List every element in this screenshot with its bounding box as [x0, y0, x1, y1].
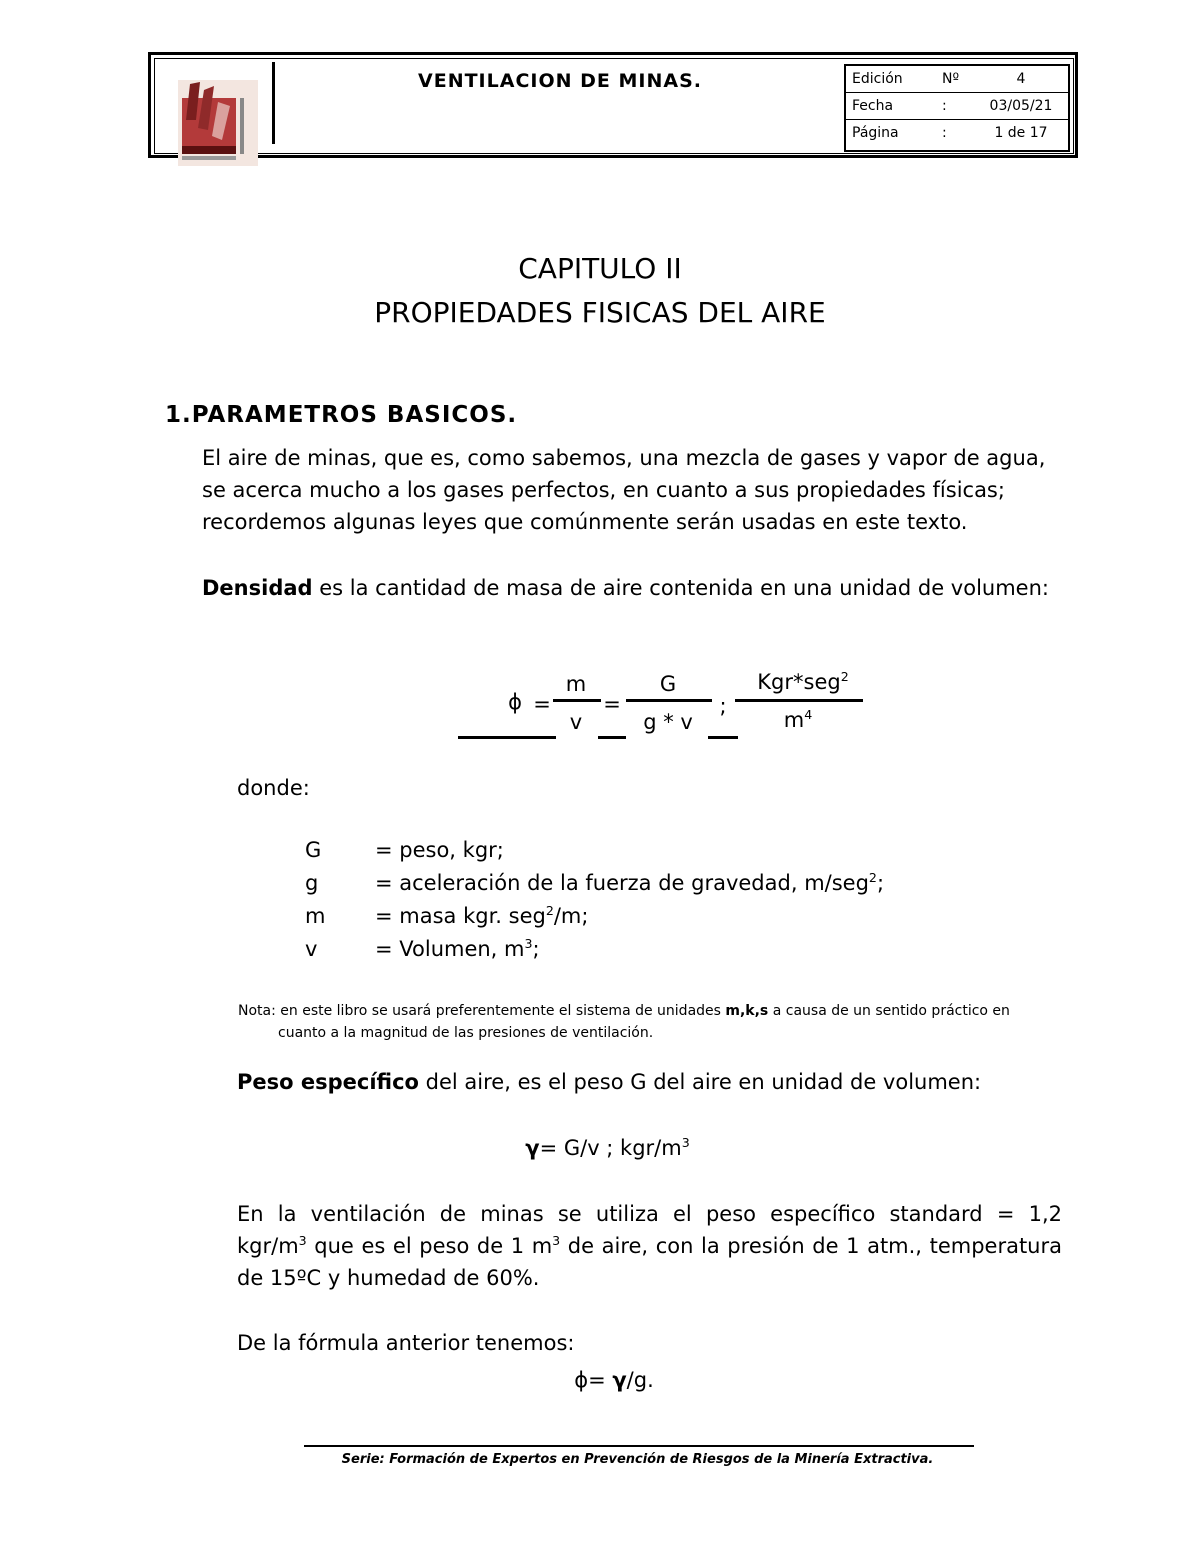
fraction-numerator: G: [659, 672, 677, 696]
formula-intro: De la fórmula anterior tenemos:: [237, 1331, 575, 1355]
definition-symbol: g: [305, 871, 319, 895]
note-line: cuanto a la magnitud de las presiones de ventilación.: [278, 1025, 654, 1041]
chapter-title: PROPIEDADES FISICAS DEL AIRE: [374, 296, 826, 329]
intro-line: recordemos algunas leyes que comúnmente serán usadas en este texto.: [202, 510, 968, 534]
fraction-numerator: m: [565, 672, 587, 696]
definition-row: m = masa kgr. seg$^2$/m;: [305, 903, 589, 928]
formula-equals: =: [533, 692, 551, 716]
formula-underline: [458, 736, 556, 739]
meta-row-page: [846, 120, 1068, 146]
intro-line: se acerca mucho a los gases perfectos, en cuanto a sus propiedades físicas;: [202, 478, 1005, 502]
formula-symbol: ϕ: [508, 690, 522, 714]
meta-value: 03/05/21: [989, 98, 1053, 114]
sernageomin-logo: [178, 80, 258, 166]
meta-label: Fecha: [852, 98, 894, 114]
density-term: Densidad: [202, 576, 313, 600]
meta-separator: Nº: [942, 71, 960, 87]
meta-value: 4: [1016, 71, 1026, 87]
footer-rule: [304, 1445, 974, 1447]
footer-series: Serie: Formación de Expertos en Prevención de Riesgos de la Minería Extractiva.: [341, 1452, 934, 1467]
intro-paragraph: [202, 442, 1062, 538]
meta-separator: :: [942, 125, 947, 141]
definition-symbol: m: [305, 904, 326, 928]
definition-symbol: G: [305, 838, 322, 862]
specific-weight-term: Peso específico: [237, 1070, 419, 1094]
intro-line: El aire de minas, que es, como sabemos, una mezcla de gases y vapor de agua,: [202, 446, 1046, 470]
fraction-bar: [553, 699, 601, 702]
unit-numerator: Kgr*seg$^2$: [757, 669, 849, 694]
section-number: 1.: [165, 402, 192, 428]
meta-label: Edición: [852, 71, 903, 87]
definition-text: = masa kgr. seg: [375, 904, 546, 928]
fraction-denominator: g * v: [643, 710, 693, 734]
specific-weight-formula: γ= G/v ; kgr/$m^3$: [525, 1135, 690, 1160]
standard-line: kgr/$m^3$ que es el peso de 1 $m^3$ de aire, con la presión de 1 atm., temperatura: [237, 1233, 1062, 1258]
formula-equals: =: [603, 692, 621, 716]
meta-row-date: [846, 93, 1068, 120]
specific-weight-definition: Peso específico del aire, es el peso G del aire en unidad de volumen:: [237, 1070, 982, 1094]
fraction-bar: [735, 699, 863, 702]
note: [238, 1000, 1068, 1044]
definition-text: = Volumen, m: [375, 937, 525, 961]
note-line: Nota: en este libro se usará preferentemente el sistema de unidades m,k,s a causa de un sentido práctico en: [238, 1003, 1010, 1019]
meta-row-edition: [846, 66, 1068, 93]
chapter-number: CAPITULO II: [518, 252, 682, 285]
meta-separator: :: [942, 98, 947, 114]
section-heading: [165, 402, 517, 428]
definition-row: [305, 838, 504, 862]
standard-paragraph: [237, 1198, 1062, 1294]
document-meta-table: [844, 64, 1070, 152]
logo-divider: [272, 62, 275, 144]
density-text: es la cantidad de masa de aire contenida en una unidad de volumen:: [312, 576, 1049, 600]
unit-denominator: $m^4$: [783, 707, 813, 732]
density-from-weight-formula: ϕ= γ/g.: [574, 1368, 654, 1392]
definition-row: v = Volumen, $m^3$;: [305, 936, 540, 961]
meta-value: 1 de 17: [994, 125, 1048, 141]
density-definition: [202, 572, 1049, 604]
document-title: VENTILACION DE MINAS.: [418, 70, 702, 92]
formula-underline: [708, 736, 738, 739]
formula-separator: ;: [719, 694, 727, 718]
donde-label: donde:: [237, 776, 310, 800]
formula-underline: [598, 736, 626, 739]
meta-label: Página: [852, 125, 899, 141]
section-title: PARAMETROS BASICOS.: [191, 402, 518, 428]
definition-text: = aceleración de la fuerza de gravedad, m/seg: [375, 871, 869, 895]
standard-line: En la ventilación de minas se utiliza el peso específico standard = 1,2: [237, 1202, 1062, 1226]
fraction-bar: [626, 699, 712, 702]
definition-row: g = aceleración de la fuerza de gravedad, m/seg$^2$;: [305, 870, 885, 895]
fraction-denominator: v: [569, 710, 583, 734]
definition-text: = peso, kgr;: [375, 838, 504, 862]
definition-symbol: v: [305, 937, 318, 961]
standard-line: de 15ºC y humedad de 60%.: [237, 1266, 540, 1290]
